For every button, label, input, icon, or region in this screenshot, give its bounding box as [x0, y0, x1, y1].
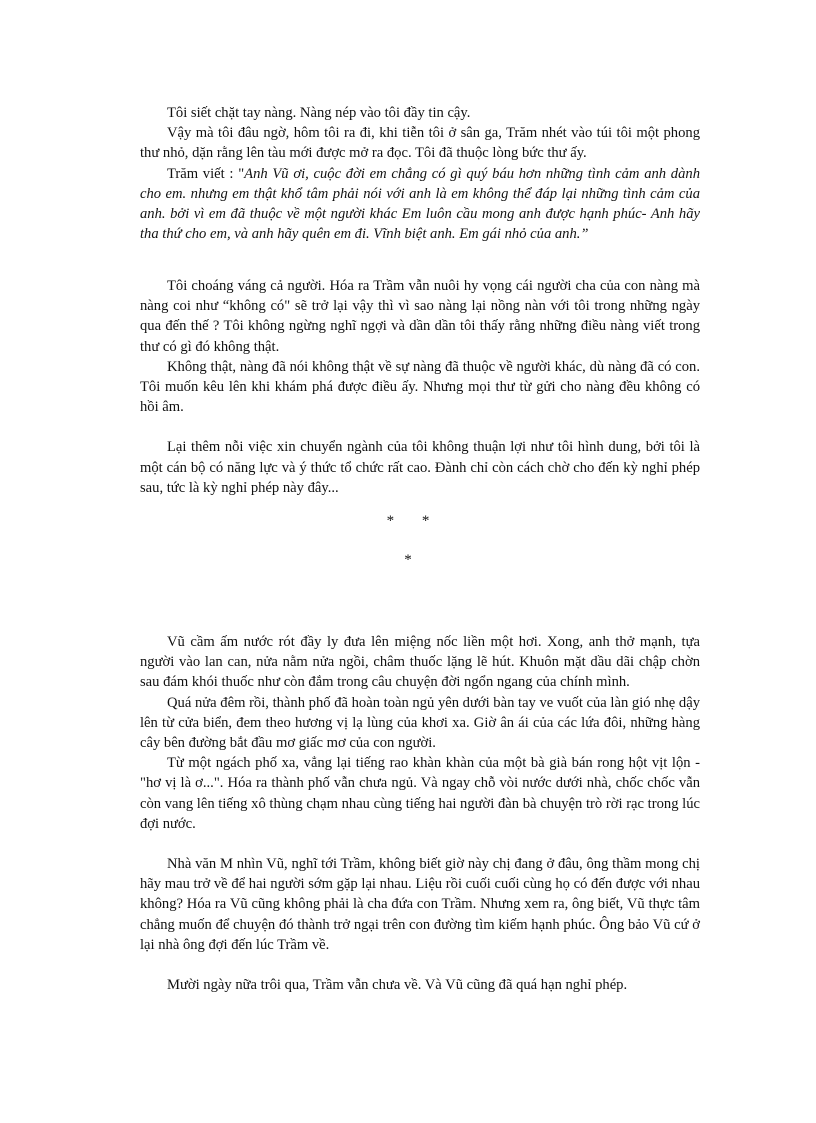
separator-star: * — [421, 513, 430, 529]
separator-star: * — [404, 552, 412, 568]
paragraph: Lại thêm nỗi việc xin chuyển ngành của tôi không thuận lợi như tôi hình dung, bởi tôi là một cán bộ có năng lực và ý thức tổ chức rất cao. Đành chỉ còn cách chờ cho đến kỳ nghỉ phép sau, tức là kỳ nghỉ phép này đây... — [140, 439, 700, 496]
paragraph: Từ một ngách phố xa, vẳng lại tiếng rao khàn khàn của một bà già bán rong hột vịt lộn - "hơ vị là ơ...". Hóa ra thành phố vẫn chưa ngủ. Và ngay chỗ vòi nước dưới nhà, chốc chốc vẫn còn vang lên tiếng xô thùng chạm nhau cùng tiếng hai người đàn bà chuyện trò rời rạc trong lúc đợi nước. — [140, 755, 700, 832]
letter-intro: Trăm viết : " — [167, 165, 245, 182]
paragraph: Tôi siết chặt tay nàng. Nàng nép vào tôi đầy tin cậy. — [167, 105, 471, 121]
paragraph: Tôi choáng váng cả người. Hóa ra Trầm vẫn nuôi hy vọng cái người cha của con nàng mà nàng coi như “không có" sẽ trở lại vậy thì vì sao nàng lại nồng nàn với tôi trong những ngày qua đến thế ? Tôi không ngừng nghĩ ngợi và dần dần tôi thấy rằng những điều nàng viết trong thư có gì đó không thật. — [140, 278, 700, 355]
paragraph: Vũ cầm ấm nước rót đầy ly đưa lên miệng nốc liền một hơi. Xong, anh thở mạnh, tựa người vào lan can, nửa nằm nửa ngồi, châm thuốc lặng lẽ hút. Khuôn mặt dầu dãi chập chờn sau đám khói thuốc như còn đắm trong câu chuyện đời ngổn ngang của chính mình. — [140, 634, 700, 691]
paragraph: Không thật, nàng đã nói không thật về sự nàng đã thuộc về người khác, dù nàng đã có con. Tôi muốn kêu lên khi khám phá được điều ấy. Nhưng mọi thư từ gửi cho nàng đều không có hồi âm. — [140, 358, 700, 416]
paragraph: Mười ngày nữa trôi qua, Trầm vẫn chưa về. Và Vũ cũng đã quá hạn nghỉ phép. — [167, 977, 628, 994]
paragraph-letter-quote — [140, 164, 700, 245]
section-separator-bottom — [0, 552, 816, 569]
paragraph: Quá nửa đêm rồi, thành phố đã hoàn toàn ngủ yên dưới bàn tay ve vuốt của làn gió nhẹ dậy lên từ cửa biển, đem theo hương vị lạ lùng của khơi xa. Giờ ân ái của các lứa đôi, những hàng cây bên đường bắt đầu mơ giấc mơ của con người. — [140, 694, 700, 752]
paragraph: Nhà văn M nhìn Vũ, nghĩ tới Trầm, không biết giờ này chị đang ở đâu, ông thầm mong chị hãy mau trở về để hai người sớm gặp lại nhau. Liệu rồi cuối cuối cùng họ có đến được với nhau không? Hóa ra Vũ cũng không phải là cha đứa con Trầm. Nhưng xem ra, ông biết, Vũ thực tâm chẳng muốn để chuyện đó thành trở ngại trên con đường tìm kiếm hạnh phúc. Ông bảo Vũ cứ ở lại nhà ông đợi đến lúc Trầm về. — [140, 856, 700, 953]
text-block-reflection — [140, 276, 700, 498]
letter-text: Anh Vũ ơi, cuộc đời em chẳng có gì quý báu hơn những tình cảm anh dành cho em. nhưng em thật khổ tâm phải nói với anh là em không thể đáp lại những tình cảm của anh. bởi vì em đã thuộc về một người khác Em luôn cầu mong anh được hạnh phúc- Anh hãy tha thứ cho em, và anh hãy quên em đi. Vĩnh biệt anh. Em gái nhỏ của anh.” — [140, 165, 700, 243]
text-block-letter — [140, 103, 700, 244]
text-block-narrative — [140, 632, 700, 995]
paragraph: Vậy mà tôi đâu ngờ, hôm tôi ra đi, khi tiễn tôi ở sân ga, Trăm nhét vào túi tôi một phong thư nhỏ, dặn rằng lên tàu mới được mở ra đọc. Tôi đã thuộc lòng bức thư ấy. — [140, 125, 700, 162]
section-separator-top — [0, 513, 816, 530]
separator-star: * — [386, 513, 395, 529]
